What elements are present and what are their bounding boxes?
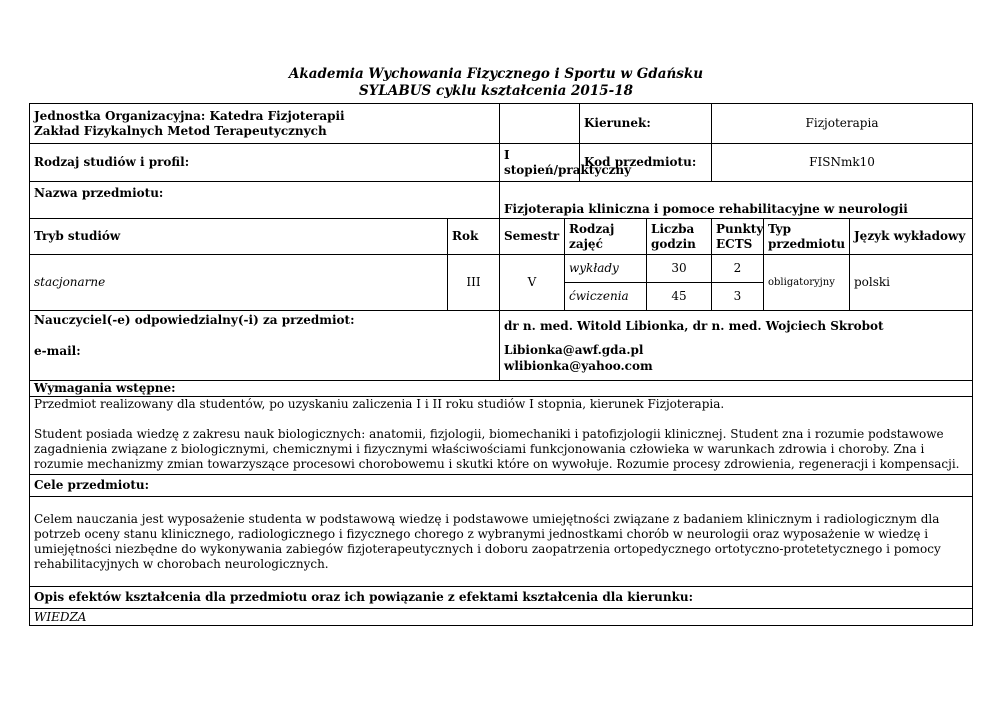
tryb-value: stacjonarne — [30, 255, 448, 311]
unit-line1: Jednostka Organizacyjna: Katedra Fizjoterapii — [34, 108, 345, 123]
row-cele-label — [30, 475, 973, 497]
kierunek-value: Fizjoterapia — [712, 104, 973, 144]
col-semestr: Semestr — [500, 219, 565, 255]
document-header — [0, 66, 992, 100]
row-cele-text — [30, 497, 973, 587]
row-class-1 — [30, 255, 973, 283]
col-tryb: Tryb studiów — [30, 219, 448, 255]
academy-title: Akademia Wychowania Fizycznego i Sportu w Gdańsku — [288, 66, 704, 82]
typ-value: obligatoryjny — [764, 255, 850, 311]
email-2: wlibionka@yahoo.com — [504, 359, 653, 373]
rok-value: III — [448, 255, 500, 311]
semestr-value: V — [500, 255, 565, 311]
row-opis-label — [30, 587, 973, 609]
row-columns — [30, 219, 973, 255]
teachers-label: Nauczyciel(-e) odpowiedzialny(-i) za przedmiot: — [34, 313, 355, 327]
unit-line2: Zakład Fizykalnych Metod Terapeutycznych — [34, 123, 327, 138]
class-type: ćwiczenia — [565, 283, 647, 311]
row-nazwa — [30, 182, 973, 219]
row-wymagania-text — [30, 397, 973, 475]
teachers-label-cell — [30, 311, 500, 381]
rodzaj-value: I stopień/praktyczny — [500, 144, 580, 182]
email-1: Libionka@awf.gda.pl — [504, 343, 644, 357]
jezyk-value: polski — [850, 255, 973, 311]
col-punkty-ects: Punkty ECTS — [712, 219, 764, 255]
unit-cell — [30, 104, 500, 144]
col-rodzaj-zajec: Rodzaj zajęć — [565, 219, 647, 255]
wymagania-label: Wymagania wstępne: — [30, 381, 973, 397]
wymagania-p2: Student posiada wiedzę z zakresu nauk biologicznych: anatomii, fizjologii, biomechaniki i patofizjologii klinicznej. Student zna i rozumie podstawowe zagadnienia związane z biologicznymi, chemicznymi i fizycznymi właściwościami funkcjonowania człowieka w warunkach zdrowia i choroby. Zna i rozumie mechanizmy zmian towarzyszące procesowi chorobowemu i skutki które on wywołuje. Rozumie procesy zdrowienia, regeneracji i kompensacji. — [34, 427, 960, 471]
teachers-value: dr n. med. Witold Libionka, dr n. med. Wojciech Skrobot — [504, 319, 884, 333]
cele-text: Celem nauczania jest wyposażenie studenta w podstawową wiedzę i podstawowe umiejętności związane z badaniem klinicznym i radiologicznym dla potrzeb oceny stanu klinicznego, radiologicznego i fizycznego chorego z wybranymi jednostkami chorób w neurologii oraz wyposażenie w wiedzę i umiejętności niezbędne do wykonywania zabiegów fizjoterapeutycznych i doboru zaopatrzenia ortopedycznego ortotyczno-protetetycznego i pomocy rehabilitacyjnych w chorobach neurologicznych. — [30, 497, 973, 587]
col-typ: Typ przedmiotu — [764, 219, 850, 255]
cele-label: Cele przedmiotu: — [30, 475, 973, 497]
class-ects: 2 — [712, 255, 764, 283]
class-ects: 3 — [712, 283, 764, 311]
syllabus-table — [29, 103, 973, 626]
wiedza-label: WIEDZA — [30, 609, 973, 626]
syllabus-title: SYLABUS cyklu kształcenia 2015-18 — [358, 83, 633, 99]
kierunek-label: Kierunek: — [580, 104, 712, 144]
col-rok: Rok — [448, 219, 500, 255]
nazwa-label: Nazwa przedmiotu: — [30, 182, 500, 219]
kod-label: Kod przedmiotu: — [580, 144, 712, 182]
teachers-value-cell — [500, 311, 973, 381]
row-wiedza — [30, 609, 973, 626]
email-label: e-mail: — [34, 344, 81, 358]
class-hours: 45 — [647, 283, 712, 311]
wymagania-p1: Przedmiot realizowany dla studentów, po uzyskaniu zaliczenia I i II roku studiów I stopnia, kierunek Fizjoterapia. — [34, 397, 725, 411]
col-jezyk: Język wykładowy — [850, 219, 973, 255]
class-hours: 30 — [647, 255, 712, 283]
kod-value: FISNmk10 — [712, 144, 973, 182]
nazwa-value: Fizjoterapia kliniczna i pomoce rehabilitacyjne w neurologii — [500, 182, 973, 219]
class-type: wykłady — [565, 255, 647, 283]
rodzaj-label: Rodzaj studiów i profil: — [30, 144, 500, 182]
opis-label: Opis efektów kształcenia dla przedmiotu oraz ich powiązanie z efektami kształcenia dla kierunku: — [30, 587, 973, 609]
row-rodzaj — [30, 144, 973, 182]
row-teachers — [30, 311, 973, 381]
col-liczba-godzin: Liczba godzin — [647, 219, 712, 255]
row-wymagania-label — [30, 381, 973, 397]
empty-cell — [500, 104, 580, 144]
wymagania-text-cell — [30, 397, 973, 475]
row-unit — [30, 104, 973, 144]
